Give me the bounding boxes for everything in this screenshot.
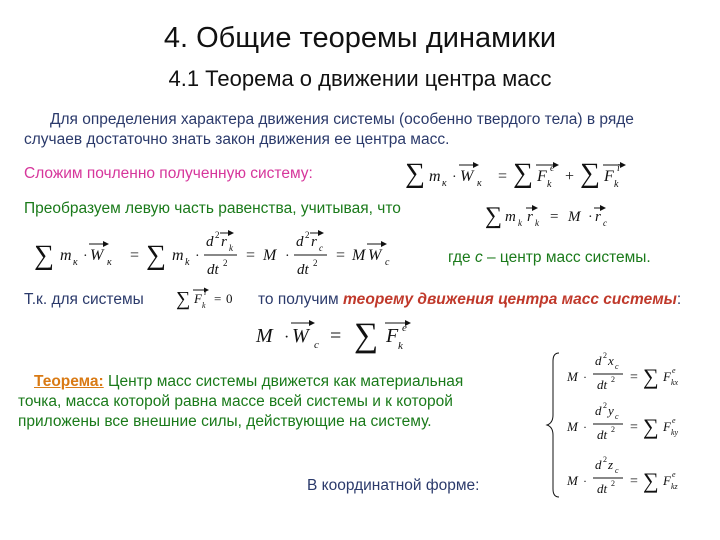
svg-text:c: c bbox=[603, 218, 607, 228]
svg-text:2: 2 bbox=[603, 351, 607, 360]
formula-derivation bbox=[30, 224, 430, 280]
since-then: то получим bbox=[258, 291, 339, 308]
svg-text:∑: ∑ bbox=[580, 158, 600, 189]
svg-text:·: · bbox=[285, 249, 290, 264]
svg-text:k: k bbox=[547, 179, 552, 190]
svg-text:2: 2 bbox=[603, 401, 607, 410]
formula-center-of-mass bbox=[485, 195, 655, 233]
svg-text:=: = bbox=[330, 325, 342, 347]
theorem-label: Теорема: bbox=[34, 373, 104, 390]
center-of-mass-note bbox=[448, 248, 651, 268]
svg-text:W: W bbox=[368, 247, 382, 264]
svg-text:k: k bbox=[202, 301, 206, 310]
coordinate-form-label: В координатной форме: bbox=[307, 477, 480, 494]
svg-text:r: r bbox=[221, 234, 227, 250]
svg-text:·: · bbox=[583, 370, 587, 384]
svg-text:k: k bbox=[185, 257, 190, 268]
svg-text:·: · bbox=[284, 329, 290, 346]
svg-text:2: 2 bbox=[215, 230, 220, 240]
svg-text:d: d bbox=[206, 234, 214, 250]
center-note-suffix: – центр масс системы. bbox=[482, 249, 651, 266]
svg-text:·: · bbox=[588, 210, 593, 225]
formula-coordinate-system bbox=[545, 345, 720, 505]
svg-text:F: F bbox=[663, 473, 671, 488]
svg-text:e: e bbox=[550, 163, 555, 174]
svg-text:c: c bbox=[615, 466, 619, 475]
since-colon: : bbox=[676, 291, 682, 308]
svg-text:=: = bbox=[630, 474, 638, 489]
svg-text:d: d bbox=[595, 353, 602, 368]
sum-instruction: Сложим почленно полученную систему: bbox=[24, 165, 313, 182]
svg-text:M: M bbox=[256, 325, 273, 347]
svg-text:dt: dt bbox=[597, 427, 608, 442]
svg-text:F: F bbox=[537, 168, 547, 185]
svg-text:2: 2 bbox=[611, 479, 615, 488]
svg-text:M: M bbox=[263, 247, 277, 264]
svg-text:∑: ∑ bbox=[354, 317, 379, 354]
svg-text:d: d bbox=[595, 457, 602, 472]
svg-text:2: 2 bbox=[603, 455, 607, 464]
svg-text:M: M bbox=[568, 209, 581, 225]
svg-text:m: m bbox=[172, 247, 184, 264]
svg-text:m: m bbox=[505, 209, 516, 225]
svg-text:F: F bbox=[386, 325, 399, 347]
svg-text:0: 0 bbox=[226, 291, 233, 306]
svg-text:k: k bbox=[614, 179, 619, 190]
svg-text:k: k bbox=[535, 218, 539, 228]
formula-sum-system bbox=[405, 148, 630, 194]
svg-text:k: k bbox=[229, 243, 233, 253]
svg-text:r: r bbox=[595, 209, 601, 225]
svg-text:e: e bbox=[402, 322, 407, 334]
svg-text:∑: ∑ bbox=[485, 203, 503, 229]
svg-text:∑: ∑ bbox=[146, 240, 166, 271]
svg-text:к: к bbox=[107, 257, 112, 268]
svg-text:M: M bbox=[567, 419, 578, 434]
svg-text:e: e bbox=[672, 470, 676, 479]
center-note-c: с bbox=[474, 249, 483, 266]
svg-text:∑: ∑ bbox=[405, 158, 425, 189]
svg-text:e: e bbox=[672, 366, 676, 375]
svg-text:x: x bbox=[608, 353, 614, 368]
center-note-prefix: где bbox=[448, 249, 475, 266]
svg-text:M: M bbox=[352, 247, 366, 264]
svg-text:kz: kz bbox=[671, 482, 678, 491]
transform-instruction: Преобразуем левую часть равенства, учитывая, что bbox=[24, 200, 401, 217]
svg-text:F: F bbox=[194, 291, 202, 306]
page-title: 4. Общие теоремы динамики bbox=[163, 22, 557, 54]
svg-text:i: i bbox=[617, 163, 620, 174]
intro-paragraph: Для определения характера движения системы (особенно твердого тела) в ряде случаев достаточно знать закон движения ее центра масс. bbox=[24, 111, 634, 148]
svg-text:M: M bbox=[567, 473, 578, 488]
svg-text:=: = bbox=[550, 209, 559, 225]
svg-text:r: r bbox=[527, 209, 533, 225]
theorem-text: Центр масс системы движется как материальная точка, масса которой равна массе всей системы и к которой приложены все внешние силы, действующие на систему. bbox=[18, 373, 464, 430]
svg-text:=: = bbox=[246, 247, 256, 264]
svg-text:d: d bbox=[296, 234, 304, 250]
svg-text:=: = bbox=[130, 247, 140, 264]
svg-text:ky: ky bbox=[671, 428, 679, 437]
svg-text:·: · bbox=[195, 249, 200, 264]
svg-text:W: W bbox=[90, 247, 104, 264]
svg-text:W: W bbox=[460, 168, 474, 185]
svg-text:2: 2 bbox=[223, 258, 228, 268]
svg-text:dt: dt bbox=[297, 262, 309, 278]
svg-text:=: = bbox=[498, 168, 508, 185]
svg-text:kx: kx bbox=[671, 378, 679, 387]
svg-text:m: m bbox=[60, 247, 72, 264]
theorem-phrase: теорему движения центра масс системы bbox=[343, 291, 677, 308]
svg-text:=: = bbox=[630, 420, 638, 435]
svg-text:2: 2 bbox=[611, 375, 615, 384]
svg-text:dt: dt bbox=[597, 481, 608, 496]
svg-text:dt: dt bbox=[207, 262, 219, 278]
svg-text:dt: dt bbox=[597, 377, 608, 392]
svg-text:c: c bbox=[615, 412, 619, 421]
svg-text:F: F bbox=[663, 369, 671, 384]
svg-text:=: = bbox=[630, 370, 638, 385]
svg-text:·: · bbox=[452, 170, 457, 185]
svg-text:F: F bbox=[663, 419, 671, 434]
svg-text:2: 2 bbox=[305, 230, 310, 240]
svg-text:M: M bbox=[567, 369, 578, 384]
svg-text:к: к bbox=[477, 178, 482, 189]
svg-text:c: c bbox=[615, 362, 619, 371]
svg-text:·: · bbox=[583, 474, 587, 488]
since-prefix: Т.к. для системы bbox=[24, 291, 144, 308]
svg-text:k: k bbox=[398, 340, 403, 352]
svg-text:d: d bbox=[595, 403, 602, 418]
svg-text:r: r bbox=[311, 234, 317, 250]
svg-text:·: · bbox=[583, 420, 587, 434]
svg-text:c: c bbox=[319, 243, 323, 253]
svg-text:∑: ∑ bbox=[34, 240, 54, 271]
svg-text:y: y bbox=[608, 403, 614, 418]
svg-text:m: m bbox=[429, 168, 441, 185]
svg-text:c: c bbox=[385, 257, 390, 268]
svg-text:i: i bbox=[204, 288, 207, 297]
svg-text:k: k bbox=[518, 218, 522, 228]
svg-text:c: c bbox=[314, 339, 319, 351]
svg-text:=: = bbox=[214, 291, 222, 306]
svg-text:=: = bbox=[336, 247, 346, 264]
svg-text:∑: ∑ bbox=[176, 288, 191, 310]
svg-text:∑: ∑ bbox=[643, 364, 659, 389]
svg-text:·: · bbox=[83, 249, 88, 264]
svg-text:e: e bbox=[672, 416, 676, 425]
svg-text:∑: ∑ bbox=[643, 414, 659, 439]
svg-text:2: 2 bbox=[313, 258, 318, 268]
theorem-block bbox=[18, 372, 488, 432]
svg-text:∑: ∑ bbox=[513, 158, 533, 189]
formula-center-motion bbox=[250, 306, 450, 358]
svg-text:+: + bbox=[565, 168, 575, 185]
svg-text:к: к bbox=[442, 178, 447, 189]
section-subtitle: 4.1 Теорема о движении центра масс bbox=[168, 66, 552, 91]
svg-text:2: 2 bbox=[611, 425, 615, 434]
svg-text:z: z bbox=[608, 457, 614, 472]
svg-text:к: к bbox=[73, 257, 78, 268]
formula-internal-forces-zero bbox=[172, 281, 252, 315]
svg-text:F: F bbox=[604, 168, 614, 185]
svg-text:∑: ∑ bbox=[643, 468, 659, 493]
svg-text:W: W bbox=[292, 325, 309, 347]
